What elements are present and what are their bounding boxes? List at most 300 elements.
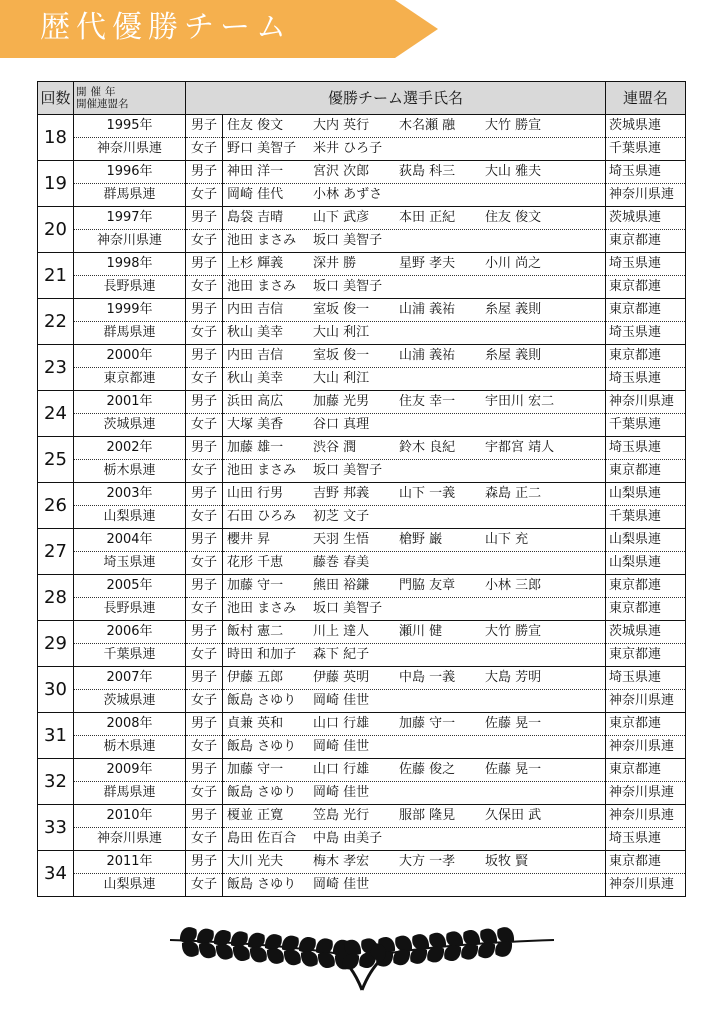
player-name: 坂牧 賢 [485,854,529,869]
sex-cell: 男子 [186,345,223,368]
women-names-cell [223,368,606,391]
player-name: 笠島 光行 [313,808,370,823]
player-name: 山田 行男 [227,486,284,501]
player-name: 山口 行雄 [313,762,370,777]
player-name: 宮沢 次郎 [313,164,370,179]
year-cell: 2006年 [74,621,186,644]
women-league-cell: 東京都連 [606,276,686,299]
page-title: 歴代優勝チーム [40,10,292,45]
player-name: 大塚 美香 [227,417,284,432]
player-name: 川上 達人 [313,624,370,639]
women-names-cell [223,644,606,667]
player-name: 初芝 文子 [313,509,370,524]
women-names-cell [223,184,606,207]
kai-cell: 28 [38,575,74,621]
player-name: 米井 ひろ子 [313,141,383,156]
women-names-cell [223,322,606,345]
men-names-cell [223,713,606,736]
player-name: 岡崎 佳世 [313,877,370,892]
sex-cell: 男子 [186,483,223,506]
host-league-cell: 東京都連 [74,368,186,391]
table-row [38,230,686,253]
player-name: 池田 まさみ [227,601,297,616]
player-name: 谷口 真理 [313,417,370,432]
kai-cell: 19 [38,161,74,207]
year-cell: 1996年 [74,161,186,184]
laurel-ornament [150,912,574,994]
table-row [38,483,686,506]
year-cell: 2000年 [74,345,186,368]
player-name: 佐藤 晃一 [485,762,542,777]
women-names-cell [223,506,606,529]
player-name: 石田 ひろみ [227,509,297,524]
player-name: 森下 紀子 [313,647,370,662]
sex-cell: 女子 [186,782,223,805]
player-name: 藤巻 春美 [313,555,370,570]
women-league-cell: 埼玉県連 [606,828,686,851]
women-names-cell [223,552,606,575]
player-name: 荻島 科三 [399,164,456,179]
table-row [38,690,686,713]
host-league-cell: 神奈川県連 [74,828,186,851]
table-row [38,529,686,552]
table-row [38,115,686,138]
player-name: 大方 一孝 [399,854,456,869]
kai-cell: 18 [38,115,74,161]
sex-cell: 女子 [186,736,223,759]
women-league-cell: 神奈川県連 [606,782,686,805]
women-league-cell: 山梨県連 [606,552,686,575]
host-league-cell: 山梨県連 [74,874,186,897]
player-name: 門脇 友章 [399,578,456,593]
player-name: 瀬川 健 [399,624,443,639]
player-name: 貞兼 英和 [227,716,284,731]
title-banner [0,0,440,58]
men-names-cell [223,621,606,644]
sex-cell: 男子 [186,621,223,644]
men-names-cell [223,483,606,506]
sex-cell: 男子 [186,207,223,230]
sex-cell: 女子 [186,644,223,667]
women-names-cell [223,690,606,713]
table-row [38,644,686,667]
host-league-cell: 埼玉県連 [74,552,186,575]
player-name: 岡崎 佳世 [313,785,370,800]
table-row [38,161,686,184]
men-league-cell: 埼玉県連 [606,667,686,690]
table-row [38,299,686,322]
player-name: 榎並 正寛 [227,808,284,823]
sex-cell: 女子 [186,322,223,345]
laurel-leaves [170,923,554,990]
kai-cell: 33 [38,805,74,851]
kai-cell: 34 [38,851,74,897]
men-names-cell [223,161,606,184]
men-names-cell [223,115,606,138]
player-name: 大内 英行 [313,118,370,133]
player-name: 小林 三郎 [485,578,542,593]
player-name: 飯島 さゆり [227,785,297,800]
table-row [38,506,686,529]
kai-cell: 24 [38,391,74,437]
sex-cell: 女子 [186,230,223,253]
kai-cell: 21 [38,253,74,299]
year-cell: 1995年 [74,115,186,138]
player-name: 大竹 勝宣 [485,118,542,133]
men-names-cell [223,345,606,368]
kai-cell: 29 [38,621,74,667]
player-name: 室坂 俊一 [313,302,370,317]
women-names-cell [223,230,606,253]
player-name: 大川 光夫 [227,854,284,869]
sex-cell: 女子 [186,828,223,851]
sex-cell: 男子 [186,851,223,874]
player-name: 住友 俊文 [227,118,284,133]
player-name: 佐藤 晃一 [485,716,542,731]
player-name: 山下 充 [485,532,529,547]
women-league-cell: 埼玉県連 [606,368,686,391]
player-name: 吉野 邦義 [313,486,370,501]
player-name: 中島 由美子 [313,831,383,846]
player-name: 服部 隆見 [399,808,456,823]
women-league-cell: 埼玉県連 [606,322,686,345]
table-row [38,460,686,483]
table-row [38,322,686,345]
men-names-cell [223,851,606,874]
table-row [38,345,686,368]
host-league-cell: 茨城県連 [74,414,186,437]
player-name: 室坂 俊一 [313,348,370,363]
player-name: 糸屋 義則 [485,348,542,363]
table-row [38,414,686,437]
table-header-row [38,82,686,115]
women-league-cell: 神奈川県連 [606,874,686,897]
year-cell: 1997年 [74,207,186,230]
table-row [38,253,686,276]
kai-cell: 31 [38,713,74,759]
player-name: 伊藤 五郎 [227,670,284,685]
kai-cell: 26 [38,483,74,529]
player-name: 大山 利江 [313,325,370,340]
host-league-cell: 長野県連 [74,276,186,299]
sex-cell: 女子 [186,460,223,483]
player-name: 秋山 美幸 [227,371,284,386]
men-league-cell: 神奈川県連 [606,391,686,414]
men-names-cell [223,207,606,230]
women-names-cell [223,874,606,897]
player-name: 内田 吉信 [227,348,284,363]
player-name: 加藤 雄一 [227,440,284,455]
year-cell: 2011年 [74,851,186,874]
kai-cell: 32 [38,759,74,805]
table-row [38,621,686,644]
men-league-cell: 東京都連 [606,759,686,782]
women-league-cell: 東京都連 [606,230,686,253]
player-name: 池田 まさみ [227,279,297,294]
player-name: 熊田 裕鎌 [313,578,370,593]
player-name: 野口 美智子 [227,141,297,156]
men-league-cell: 茨城県連 [606,207,686,230]
player-name: 山下 武彦 [313,210,370,225]
player-name: 糸屋 義則 [485,302,542,317]
table-row [38,207,686,230]
year-cell: 2005年 [74,575,186,598]
men-league-cell: 東京都連 [606,575,686,598]
host-league-cell: 千葉県連 [74,644,186,667]
year-cell: 2007年 [74,667,186,690]
kai-cell: 22 [38,299,74,345]
men-names-cell [223,437,606,460]
kai-cell: 25 [38,437,74,483]
host-league-cell: 長野県連 [74,598,186,621]
men-names-cell [223,299,606,322]
player-name: 岡崎 佳代 [227,187,284,202]
sex-cell: 女子 [186,276,223,299]
women-names-cell [223,414,606,437]
year-cell: 2009年 [74,759,186,782]
men-league-cell: 茨城県連 [606,621,686,644]
sex-cell: 女子 [186,368,223,391]
header-year [74,82,186,115]
table-row [38,805,686,828]
player-name: 島田 佐百合 [227,831,297,846]
women-names-cell [223,276,606,299]
men-league-cell: 埼玉県連 [606,437,686,460]
player-name: 久保田 武 [485,808,542,823]
men-league-cell: 山梨県連 [606,529,686,552]
table-row [38,713,686,736]
player-name: 渋谷 潤 [313,440,357,455]
player-name: 木名瀬 融 [399,118,456,133]
year-cell: 2004年 [74,529,186,552]
year-cell: 2002年 [74,437,186,460]
table-row [38,276,686,299]
host-league-cell: 群馬県連 [74,322,186,345]
champions-table [37,81,686,897]
player-name: 秋山 美幸 [227,325,284,340]
player-name: 伊藤 英明 [313,670,370,685]
women-league-cell: 東京都連 [606,460,686,483]
sex-cell: 女子 [186,598,223,621]
sex-cell: 女子 [186,138,223,161]
women-league-cell: 神奈川県連 [606,690,686,713]
kai-cell: 20 [38,207,74,253]
year-cell: 2003年 [74,483,186,506]
men-league-cell: 埼玉県連 [606,253,686,276]
kai-cell: 23 [38,345,74,391]
player-name: 池田 まさみ [227,233,297,248]
men-league-cell: 東京都連 [606,299,686,322]
men-names-cell [223,805,606,828]
sex-cell: 男子 [186,391,223,414]
sex-cell: 男子 [186,115,223,138]
player-name: 鈴木 良紀 [399,440,456,455]
player-name: 上杉 輝義 [227,256,284,271]
table-row [38,874,686,897]
header-players: 優勝チーム選手氏名 [186,82,606,115]
player-name: 加藤 守一 [227,578,284,593]
men-league-cell: 東京都連 [606,851,686,874]
sex-cell: 女子 [186,184,223,207]
men-names-cell [223,575,606,598]
men-league-cell: 埼玉県連 [606,161,686,184]
player-name: 中島 一義 [399,670,456,685]
player-name: 星野 孝夫 [399,256,456,271]
table-row [38,368,686,391]
player-name: 森島 正二 [485,486,542,501]
table-body [38,115,686,897]
host-league-cell: 栃木県連 [74,460,186,483]
player-name: 山浦 義祐 [399,302,456,317]
sex-cell: 男子 [186,437,223,460]
player-name: 内田 吉信 [227,302,284,317]
women-names-cell [223,828,606,851]
player-name: 大島 芳明 [485,670,542,685]
player-name: 池田 まさみ [227,463,297,478]
sex-cell: 女子 [186,874,223,897]
player-name: 岡崎 佳世 [313,739,370,754]
sex-cell: 女子 [186,690,223,713]
header-year-top: 開催年 [76,86,120,98]
host-league-cell: 神奈川県連 [74,230,186,253]
table-row [38,828,686,851]
men-names-cell [223,391,606,414]
player-name: 浜田 高広 [227,394,284,409]
women-league-cell: 千葉県連 [606,414,686,437]
table-row [38,575,686,598]
player-name: 櫻井 昇 [227,532,271,547]
table-row [38,782,686,805]
player-name: 住友 俊文 [485,210,542,225]
player-name: 神田 洋一 [227,164,284,179]
player-name: 飯村 憲二 [227,624,284,639]
women-league-cell: 東京都連 [606,598,686,621]
player-name: 山下 一義 [399,486,456,501]
table-row [38,759,686,782]
kai-cell: 27 [38,529,74,575]
player-name: 時田 和加子 [227,647,297,662]
player-name: 槍野 巌 [399,532,443,547]
year-cell: 2008年 [74,713,186,736]
year-cell: 2001年 [74,391,186,414]
player-name: 佐藤 俊之 [399,762,456,777]
player-name: 大山 雅夫 [485,164,542,179]
player-name: 宇都宮 靖人 [485,440,555,455]
sex-cell: 男子 [186,299,223,322]
player-name: 飯島 さゆり [227,693,297,708]
sex-cell: 男子 [186,805,223,828]
host-league-cell: 神奈川県連 [74,138,186,161]
sex-cell: 男子 [186,529,223,552]
player-name: 加藤 光男 [313,394,370,409]
men-names-cell [223,529,606,552]
table-row [38,667,686,690]
player-name: 深井 勝 [313,256,357,271]
sex-cell: 女子 [186,414,223,437]
men-league-cell: 東京都連 [606,345,686,368]
men-league-cell: 山梨県連 [606,483,686,506]
women-league-cell: 神奈川県連 [606,184,686,207]
player-name: 山浦 義祐 [399,348,456,363]
men-names-cell [223,667,606,690]
women-names-cell [223,782,606,805]
host-league-cell: 群馬県連 [74,184,186,207]
player-name: 島袋 吉晴 [227,210,284,225]
sex-cell: 女子 [186,552,223,575]
host-league-cell: 茨城県連 [74,690,186,713]
player-name: 小林 あずさ [313,187,383,202]
player-name: 岡崎 佳世 [313,693,370,708]
header-year-bottom: 開催連盟名 [76,98,129,110]
sex-cell: 男子 [186,667,223,690]
table-row [38,851,686,874]
table-row [38,138,686,161]
player-name: 加藤 守一 [227,762,284,777]
year-cell: 1998年 [74,253,186,276]
player-name: 飯島 さゆり [227,739,297,754]
host-league-cell: 栃木県連 [74,736,186,759]
host-league-cell: 群馬県連 [74,782,186,805]
player-name: 宇田川 宏二 [485,394,555,409]
player-name: 坂口 美智子 [313,601,383,616]
table-row [38,184,686,207]
men-names-cell [223,253,606,276]
sex-cell: 男子 [186,253,223,276]
sex-cell: 男子 [186,575,223,598]
header-kai: 回数 [38,82,74,115]
sex-cell: 男子 [186,713,223,736]
player-name: 天羽 生悟 [313,532,370,547]
women-league-cell: 千葉県連 [606,506,686,529]
women-names-cell [223,736,606,759]
player-name: 坂口 美智子 [313,463,383,478]
player-name: 小川 尚之 [485,256,542,271]
women-league-cell: 神奈川県連 [606,736,686,759]
women-league-cell: 千葉県連 [606,138,686,161]
player-name: 山口 行雄 [313,716,370,731]
women-names-cell [223,460,606,483]
player-name: 坂口 美智子 [313,279,383,294]
player-name: 本田 正紀 [399,210,456,225]
sex-cell: 男子 [186,161,223,184]
player-name: 飯島 さゆり [227,877,297,892]
player-name: 加藤 守一 [399,716,456,731]
table-row [38,598,686,621]
header-league: 連盟名 [606,82,686,115]
sex-cell: 女子 [186,506,223,529]
men-league-cell: 神奈川県連 [606,805,686,828]
player-name: 住友 幸一 [399,394,456,409]
host-league-cell: 山梨県連 [74,506,186,529]
men-league-cell: 茨城県連 [606,115,686,138]
women-names-cell [223,138,606,161]
men-names-cell [223,759,606,782]
table-row [38,552,686,575]
player-name: 坂口 美智子 [313,233,383,248]
kai-cell: 30 [38,667,74,713]
table-row [38,391,686,414]
year-cell: 1999年 [74,299,186,322]
table-row [38,437,686,460]
year-cell: 2010年 [74,805,186,828]
player-name: 大山 利江 [313,371,370,386]
player-name: 花形 千恵 [227,555,284,570]
sex-cell: 男子 [186,759,223,782]
table-row [38,736,686,759]
player-name: 大竹 勝宣 [485,624,542,639]
player-name: 梅木 孝宏 [313,854,370,869]
women-names-cell [223,598,606,621]
